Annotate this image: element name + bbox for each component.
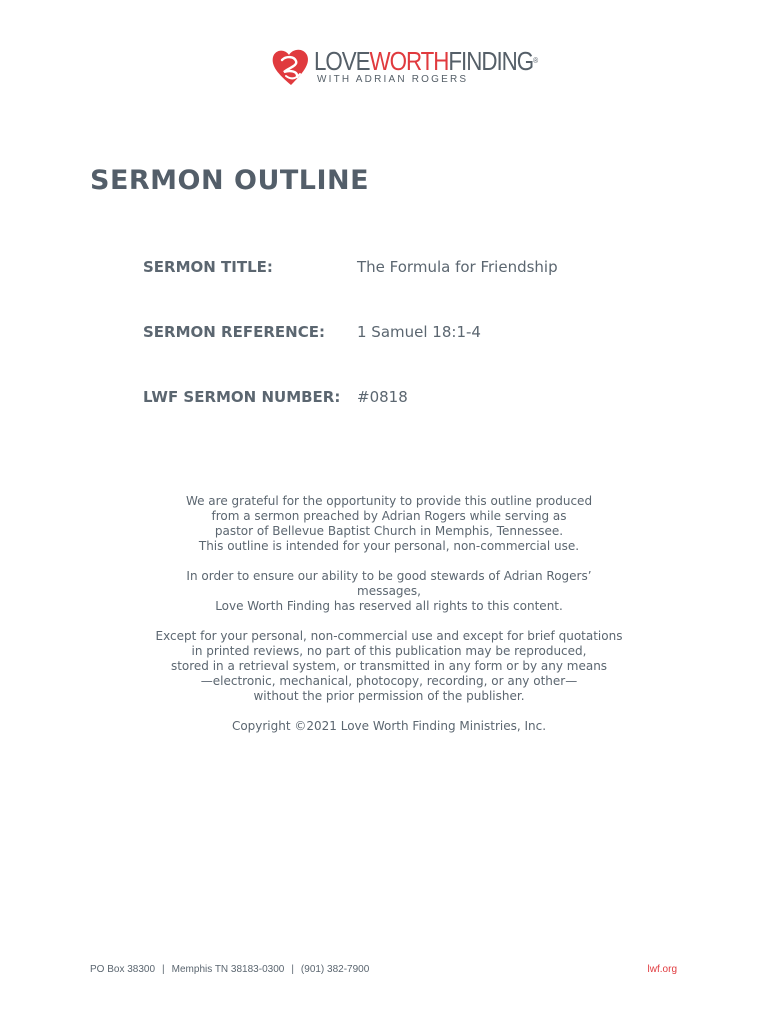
footer-website-link[interactable]: lwf.org xyxy=(647,964,677,975)
notice-rights-paragraph xyxy=(134,629,644,704)
sermon-title-label: SERMON TITLE: xyxy=(143,258,273,276)
footer-separator: | xyxy=(291,964,294,975)
notice-line: stored in a retrieval system, or transmitted in any form or by any means xyxy=(170,659,608,673)
copyright-text: Copyright ©2021 Love Worth Finding Ministries, Inc. xyxy=(231,719,547,733)
footer-city: Memphis TN 38183-0300 xyxy=(171,964,285,975)
notice-line: in printed reviews, no part of this publication may be reproduced, xyxy=(191,644,587,658)
notice-line: pastor of Bellevue Baptist Church in Memphis, Tennessee. xyxy=(214,524,564,538)
registered-mark: ® xyxy=(533,56,539,65)
notice-line: Except for your personal, non-commercial use and except for brief quotations xyxy=(155,629,623,643)
footer-address xyxy=(90,964,369,975)
notice-line: In order to ensure our ability to be good stewards of Adrian Rogers’ xyxy=(186,569,592,583)
notice-line: This outline is intended for your personal, non-commercial use. xyxy=(198,539,580,553)
notice-line: —electronic, mechanical, photocopy, recording, or any other— xyxy=(200,674,578,688)
logo-word-worth: WORTH xyxy=(369,46,449,76)
logo-word-love: LOVE xyxy=(314,46,370,76)
sermon-number-label: LWF SERMON NUMBER: xyxy=(143,388,341,406)
footer-po-box: PO Box 38300 xyxy=(90,964,156,975)
notice-stewardship-paragraph xyxy=(134,569,644,614)
notice-line: from a sermon preached by Adrian Rogers while serving as xyxy=(211,509,567,523)
logo-wordmark xyxy=(314,48,538,74)
usage-notice xyxy=(134,494,644,749)
heart-logo-icon xyxy=(270,46,312,88)
notice-line: Love Worth Finding has reserved all rights to this content. xyxy=(215,599,563,613)
sermon-title-value: The Formula for Friendship xyxy=(357,258,558,276)
sermon-reference-label: SERMON REFERENCE: xyxy=(143,323,325,341)
logo-word-finding: FINDING xyxy=(448,46,534,76)
sermon-number-value: #0818 xyxy=(357,388,408,406)
footer-phone: (901) 382-7900 xyxy=(300,964,370,975)
notice-line: We are grateful for the opportunity to provide this outline produced xyxy=(185,494,593,508)
notice-line: messages, xyxy=(357,584,421,598)
footer-separator: | xyxy=(162,964,165,975)
sermon-reference-value: 1 Samuel 18:1-4 xyxy=(357,323,481,341)
notice-line: without the prior permission of the publisher. xyxy=(253,689,525,703)
page-title: SERMON OUTLINE xyxy=(90,165,370,196)
brand-logo xyxy=(270,44,539,90)
logo-subtitle: WITH ADRIAN ROGERS xyxy=(317,74,469,85)
notice-gratitude-paragraph xyxy=(134,494,644,554)
